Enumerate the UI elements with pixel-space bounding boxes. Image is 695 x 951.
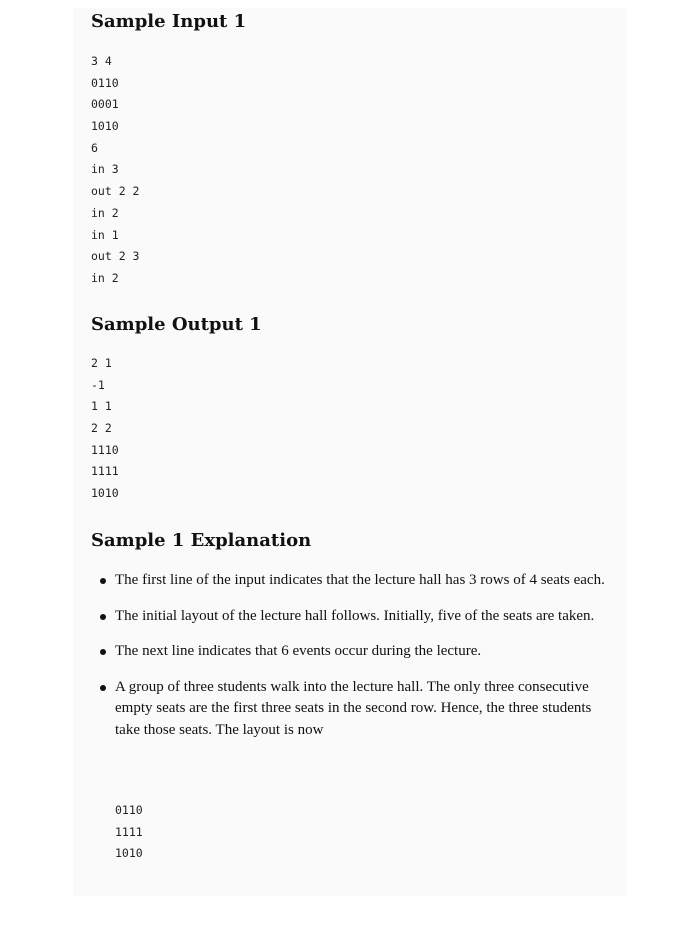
bullet-icon <box>100 685 106 691</box>
layout-code <box>115 800 143 865</box>
code-line: 2 1 <box>91 356 112 370</box>
code-line: 1 1 <box>91 399 112 414</box>
explanation-list <box>91 570 616 755</box>
list-item <box>91 677 616 742</box>
bullet-icon <box>100 614 106 620</box>
list-item <box>91 606 616 628</box>
code-line: 0110 <box>91 75 119 90</box>
list-item-text: The next line indicates that 6 events occur during the lecture. <box>115 643 482 659</box>
code-line: out 2 3 <box>91 249 140 264</box>
sample-input-heading: Sample Input 1 <box>91 11 247 32</box>
code-line: 1010 <box>91 486 119 501</box>
code-line: 1111 <box>91 464 119 479</box>
code-line: in 2 <box>91 205 119 220</box>
list-item <box>91 641 616 663</box>
sample-output-heading: Sample Output 1 <box>91 314 262 335</box>
list-item-text: The first line of the input indicates that the lecture hall has 3 rows of 4 seats each. <box>115 572 605 588</box>
code-line: 1110 <box>91 442 119 457</box>
sample-output-code <box>91 353 119 505</box>
sample-input-code <box>91 51 139 290</box>
content-panel <box>73 8 626 896</box>
code-line: 1010 <box>91 119 119 134</box>
list-item <box>91 570 616 592</box>
code-line: 0001 <box>91 97 119 112</box>
code-line: 2 2 <box>91 421 112 436</box>
code-line: in 1 <box>91 227 119 242</box>
code-line: in 2 <box>91 270 119 285</box>
list-item-text: A group of three students walk into the lecture hall. The only three consecutive empty seats are the first three seats in the second row. Hence, the three students take those seats. The layout is now <box>115 678 592 738</box>
bullet-icon <box>100 649 106 655</box>
code-line: 1111 <box>115 824 143 839</box>
code-line: in 3 <box>91 162 119 177</box>
bullet-icon <box>100 578 106 584</box>
code-line: -1 <box>91 377 105 392</box>
code-line: 3 4 <box>91 54 112 68</box>
code-line: 6 <box>91 140 98 155</box>
code-line: 1010 <box>115 846 143 861</box>
code-line: out 2 2 <box>91 184 140 199</box>
list-item-text: The initial layout of the lecture hall follows. Initially, five of the seats are taken. <box>115 607 595 624</box>
explanation-heading: Sample 1 Explanation <box>91 530 312 551</box>
code-line: 0110 <box>115 803 143 817</box>
